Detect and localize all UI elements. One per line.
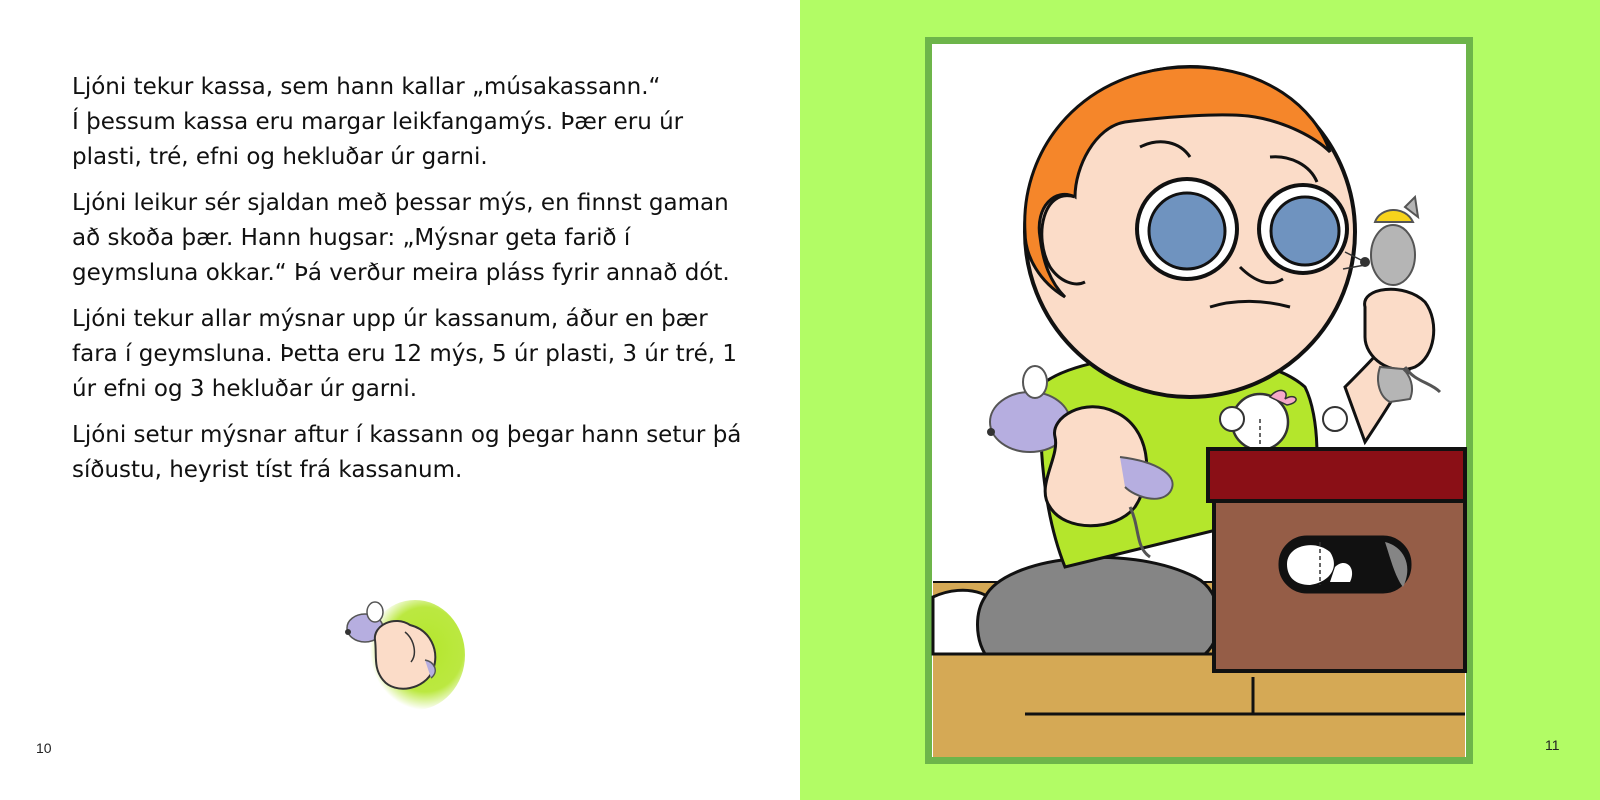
- text-line: fara í geymsluna. Þetta eru 12 mýs, 5 úr plasti, 3 úr tré, 1: [72, 341, 738, 367]
- text-line: Ljóni leikur sér sjaldan með þessar mýs, en finnst gaman: [72, 190, 729, 216]
- text-line: geymsluna okkar.“ Þá verður meira pláss fyrir annað dót.: [72, 260, 730, 286]
- text-line: síðustu, heyrist tíst frá kassanum.: [72, 457, 463, 483]
- text-line: Í þessum kassa eru margar leikfangamýs. Þær eru úr: [72, 109, 684, 135]
- text-line: að skoða þær. Hann hugsar: „Mýsnar geta farið í: [72, 225, 631, 251]
- paragraph-2: [72, 186, 762, 291]
- story-text: [72, 70, 762, 499]
- text-line: Ljóni tekur kassa, sem hann kallar „músakassann.“: [72, 74, 661, 100]
- paragraph-3: [72, 302, 762, 407]
- small-hand-mouse-illustration: [335, 600, 465, 730]
- page-number-left: 10: [36, 740, 52, 756]
- text-line: plasti, tré, efni og hekluðar úr garni.: [72, 144, 488, 170]
- page-number-right: 11: [1545, 737, 1560, 753]
- paragraph-1: [72, 70, 762, 175]
- paragraph-4: [72, 418, 762, 488]
- text-line: úr efni og 3 hekluðar úr garni.: [72, 376, 418, 402]
- illustration-frame: [925, 37, 1473, 764]
- text-line: Ljóni setur mýsnar aftur í kassann og þegar hann setur þá: [72, 422, 742, 448]
- text-line: Ljóni tekur allar mýsnar upp úr kassanum, áður en þær: [72, 306, 708, 332]
- right-page: [800, 0, 1600, 800]
